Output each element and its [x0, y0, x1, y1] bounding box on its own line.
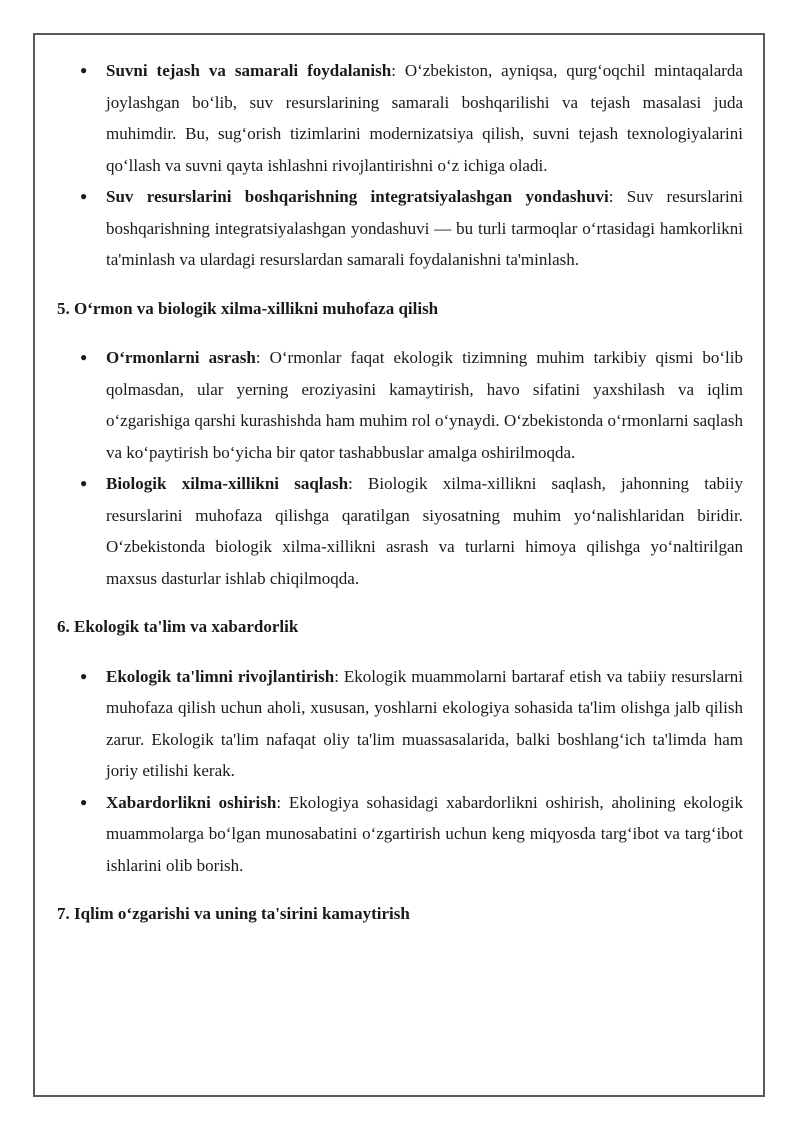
list-item	[57, 468, 743, 594]
eco-education-list	[57, 661, 743, 882]
item-term: Biologik xilma-xillikni saqlash	[106, 474, 349, 493]
forest-biodiversity-list	[57, 342, 743, 594]
item-term: O‘rmonlarni asrash	[106, 348, 256, 367]
list-item	[57, 55, 743, 181]
water-resources-list	[57, 55, 743, 276]
bullet-icon: ●	[80, 794, 88, 809]
item-text: : Biologik xilma-xillikni saqlash, jahonning tabiiy resurslarini muhofaza qilishga qaratilgan siyosatning muhim yo‘nalishlaridan biridir. O‘zbekistonda biologik xilma-xillikni asrash va turlarni himoya qilishga yo‘naltirilgan maxsus dasturlar ishlab chiqilmoqda.	[106, 474, 743, 588]
item-text: : O‘zbekiston, ayniqsa, qurg‘oqchil mintaqalarda joylashgan bo‘lib, suv resurslarining samarali boshqarilishi va tejash masalasi juda muhimdir. Bu, sug‘orish tizimlarini modernizatsiya qilish, suvni tejash texnologiyalarini qo‘llash va suvni qayta ishlashni rivojlantirishni o‘z ichiga oladi.	[106, 61, 743, 175]
item-term: Suvni tejash va samarali foydalanish	[106, 61, 392, 80]
section-heading-7: 7. Iqlim o‘zgarishi va uning ta'sirini kamaytirish	[57, 904, 410, 923]
item-text: : Ekologiya sohasidagi xabardorlikni oshirish, aholining ekologik muammolarga bo‘lgan munosabatini o‘zgartirish uchun keng miqyosda targ‘ibot va targ‘ibot ishlarini olib borish.	[106, 792, 743, 875]
section-heading-6: 6. Ekologik ta'lim va xabardorlik	[57, 617, 299, 636]
item-term: Suv resurslarini boshqarishning integratsiyalashgan yondashuvi	[106, 187, 609, 206]
item-text: : O‘rmonlar faqat ekologik tizimning muhim tarkibiy qismi bo‘lib qolmasdan, ular yerning eroziyasini kamaytirish, havo sifatini yaxshilash va iqlim o‘zgarishiga qarshi kurashishda ham muhim rol o‘ynaydi. O‘zbekistonda o‘rmonlarni saqlash va ko‘paytirish bo‘yicha bir qator tashabbuslar amalga oshirilmoqda.	[106, 348, 743, 462]
bullet-icon: ●	[80, 189, 88, 203]
item-term: Ekologik ta'limni rivojlantirish	[106, 666, 335, 686]
bullet-icon: ●	[80, 476, 88, 490]
list-item	[57, 342, 743, 468]
item-text: : Suv resurslarini boshqarishning integratsiyalashgan yondashuvi — bu turli tarmoqlar o‘rtasidagi hamkorlikni ta'minlash va ulardagi resurslardan samarali foydalanishni ta'minlash.	[106, 187, 743, 269]
item-term: Xabardorlikni oshirish	[106, 792, 277, 812]
list-item	[57, 181, 743, 276]
bullet-icon: ●	[80, 63, 88, 77]
bullet-icon: ●	[80, 350, 88, 364]
item-text: : Ekologik muammolarni bartaraf etish va tabiiy resurslarni muhofaza qilish uchun aholi, xususan, yoshlarni ekologiya sohasida ta'lim olishga jalb qilish zarur. Ekologik ta'lim nafaqat oliy ta'lim muassasalarida, balki boshlang‘ich ta'limda ham joriy etilishi kerak.	[106, 666, 743, 780]
document-body	[57, 55, 743, 930]
bullet-icon: ●	[80, 668, 88, 683]
section-heading-5: 5. O‘rmon va biologik xilma-xillikni muhofaza qilish	[57, 298, 439, 318]
list-item	[57, 787, 743, 882]
list-item	[57, 661, 743, 787]
